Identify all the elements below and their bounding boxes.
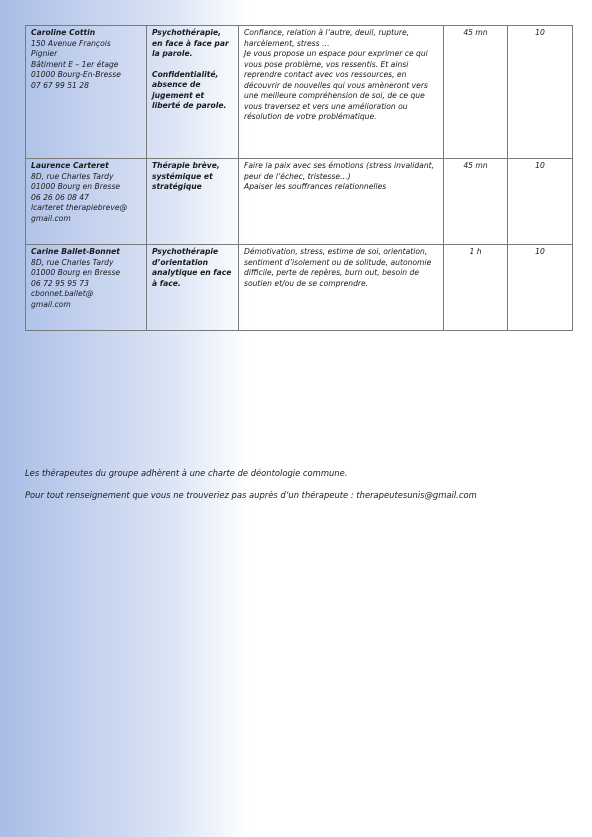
address-line: 01000 Bourg-En-Bresse (31, 70, 121, 79)
address-line: 8D, rue Charles Tardy (31, 171, 114, 181)
email-line: gmail.com (31, 299, 71, 309)
therapist-name: Caroline Cottin (31, 28, 96, 37)
indications-text: Apaiser les souffrances relationnelles (244, 182, 387, 191)
duration-cell: 45 mn (444, 159, 508, 245)
phone-number: 06 72 95 95 73 (31, 278, 89, 288)
therapy-cell (147, 245, 239, 331)
charter-note: Les thérapeutes du groupe adhèrent à une charte de déontologie commune. (25, 468, 348, 478)
indications-cell (239, 245, 444, 331)
therapist-name: Carine Ballet-Bonnet (31, 247, 120, 256)
address-line: Pignier (31, 49, 58, 58)
price-cell: 10 (508, 159, 573, 245)
price-cell: 10 (508, 26, 573, 159)
indications-text: Confiance, relation à l’autre, deuil, rupture, harcèlement, stress … (244, 28, 410, 48)
address-line: 01000 Bourg en Bresse (31, 268, 121, 277)
indications-cell (239, 26, 444, 159)
contact-info-note: Pour tout renseignement que vous ne trouveriez pas auprès d’un thérapeute : therapeutesunis@gmail.com (25, 490, 477, 500)
indications-text: Je vous propose un espace pour exprimer ce qui vous pose problème, vos ressentis. Et ainsi reprendre contact avec vos ressources, en découvrir de nouvelles qui vous amèneront vers une meilleure compréhension de soi, de ce que vous traversez et vers une amélioration ou résolution de votre problématique. (244, 49, 428, 121)
indications-cell (239, 159, 444, 245)
therapy-cell (147, 26, 239, 159)
address-line: 150 Avenue François (31, 38, 111, 48)
table-row (26, 26, 573, 159)
price-cell: 10 (508, 245, 573, 331)
indications-text: Faire la paix avec ses émotions (stress invalidant, peur de l’échec, tristesse…) (244, 161, 435, 181)
therapist-name: Laurence Carteret (31, 161, 109, 170)
email-line: lcarteret therapiebreve@ (31, 203, 128, 212)
therapy-type: Thérapie brève, systémique et stratégique (152, 161, 220, 191)
address-line: 8D, rue Charles Tardy (31, 257, 114, 267)
duration-cell: 1 h (444, 245, 508, 331)
therapy-cell (147, 159, 239, 245)
contact-cell (26, 26, 147, 159)
address-line: Bâtiment E – 1er étage (31, 59, 119, 69)
address-line: 01000 Bourg en Bresse (31, 182, 121, 191)
therapy-type: Psychothérapie d’orientation analytique en face à face. (152, 247, 232, 288)
therapy-type: Psychothérapie, en face à face par la parole. (152, 28, 229, 58)
table-row (26, 245, 573, 331)
phone-number: 07 67 99 51 28 (31, 80, 89, 90)
phone-number: 06 26 06 08 47 (31, 192, 89, 202)
therapy-principles: Confidentialité, absence de jugement et liberté de parole. (152, 69, 227, 110)
email-line: cbonnet.ballet@ (31, 289, 94, 298)
therapists-table (25, 25, 573, 331)
indications-text: Démotivation, stress, estime de soi, orientation, sentiment d’isolement ou de solitude, autonomie difficile, perte de repères, burn out, besoin de soutien et/ou de se comprendre. (244, 247, 432, 288)
email-line: gmail.com (31, 213, 71, 223)
table-row (26, 159, 573, 245)
contact-cell (26, 245, 147, 331)
duration-cell: 45 mn (444, 26, 508, 159)
contact-cell (26, 159, 147, 245)
